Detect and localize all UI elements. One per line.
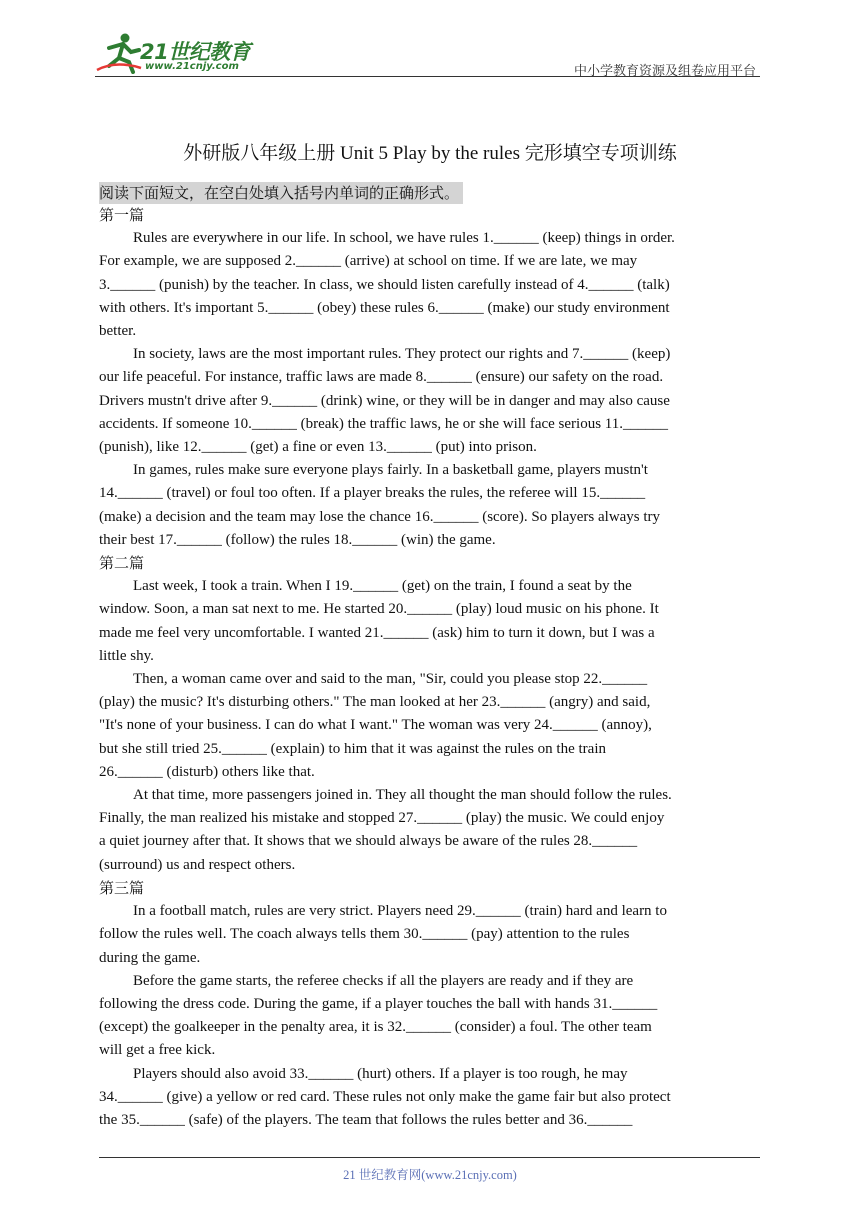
footer-divider bbox=[99, 1157, 760, 1158]
text-line: follow the rules well. The coach always tells them 30.______ (pay) attention to the rules bbox=[99, 926, 630, 943]
header-platform-text: 中小学教育资源及组卷应用平台 bbox=[573, 64, 756, 79]
paragraph bbox=[99, 343, 769, 459]
text-line: 26.______ (disturb) others like that. bbox=[99, 763, 315, 780]
text-line: In society, laws are the most important rules. They protect our rights and 7.______ (keep) bbox=[133, 346, 671, 363]
text-line: accidents. If someone 10.______ (break) the traffic laws, he or she will face serious 11.______ bbox=[99, 415, 668, 432]
paragraph bbox=[99, 1063, 769, 1133]
text-line: Then, a woman came over and said to the man, "Sir, could you please stop 22.______ bbox=[133, 671, 648, 688]
text-line: Finally, the man realized his mistake and stopped 27.______ (play) the music. We could enjoy bbox=[99, 810, 665, 827]
page-header bbox=[95, 30, 760, 79]
paragraph bbox=[99, 784, 769, 877]
text-line: "It's none of your business. I can do what I want." The woman was very 24.______ (annoy), bbox=[99, 717, 652, 734]
text-line: with others. It's important 5.______ (obey) these rules 6.______ (make) our study environment bbox=[99, 299, 670, 316]
text-line: a quiet journey after that. It shows that we should always be aware of the rules 28.______ bbox=[99, 833, 638, 850]
logo-url: www.21cnjy.com bbox=[145, 61, 239, 72]
section-heading: 第二篇 bbox=[99, 554, 145, 573]
paragraph bbox=[99, 575, 769, 668]
text-line: window. Soon, a man sat next to me. He started 20.______ (play) loud music on his phone. It bbox=[99, 601, 659, 618]
text-line: Before the game starts, the referee checks if all the players are ready and if they are bbox=[133, 972, 634, 989]
text-line: At that time, more passengers joined in. They all thought the man should follow the rules. bbox=[133, 787, 672, 804]
text-line: 34.______ (give) a yellow or red card. These rules not only make the game fair but also protect bbox=[99, 1088, 671, 1105]
text-line: (make) a decision and the team may lose the chance 16.______ (score). So players always try bbox=[99, 508, 661, 525]
paragraph bbox=[99, 900, 769, 970]
text-line: 14.______ (travel) or foul too often. If a player breaks the rules, the referee will 15.______ bbox=[99, 485, 646, 502]
text-line: better. bbox=[99, 323, 137, 340]
page-title: 外研版八年级上册 Unit 5 Play by the rules 完形填空专项训练 bbox=[183, 143, 677, 164]
text-line: but she still tried 25.______ (explain) to him that it was against the rules on the train bbox=[99, 740, 606, 757]
text-line: In games, rules make sure everyone plays fairly. In a basketball game, players mustn't bbox=[133, 462, 648, 479]
paragraph bbox=[99, 459, 769, 552]
section-heading: 第三篇 bbox=[99, 878, 145, 897]
text-line: following the dress code. During the game, if a player touches the ball with hands 31.______ bbox=[99, 995, 658, 1012]
site-logo[interactable] bbox=[95, 30, 265, 74]
text-line: the 35.______ (safe) of the players. The team that follows the rules better and 36.______ bbox=[99, 1111, 633, 1128]
text-line: during the game. bbox=[99, 949, 201, 966]
section-heading: 第一篇 bbox=[99, 206, 145, 224]
footer-text[interactable]: 21 世纪教育网(www.21cnjy.com) bbox=[343, 1168, 517, 1182]
runner-logo-icon bbox=[95, 30, 143, 74]
document-body bbox=[99, 204, 769, 1132]
text-line: (except) the goalkeeper in the penalty area, it is 32.______ (consider) a foul. The other team bbox=[99, 1019, 652, 1036]
text-line: will get a free kick. bbox=[99, 1042, 216, 1059]
text-line: Players should also avoid 33.______ (hurt) others. If a player is too rough, he may bbox=[133, 1065, 628, 1082]
text-line: little shy. bbox=[99, 647, 154, 664]
paragraph bbox=[99, 970, 769, 1063]
text-line: For example, we are supposed 2.______ (arrive) at school on time. If we are late, we may bbox=[99, 253, 638, 270]
text-line: Drivers mustn't drive after 9.______ (drink) wine, or they will be in danger and may also cause bbox=[99, 392, 670, 409]
text-line: Rules are everywhere in our life. In school, we have rules 1.______ (keep) things in order. bbox=[133, 230, 675, 247]
text-line: (punish), like 12.______ (get) a fine or even 13.______ (put) into prison. bbox=[99, 439, 537, 456]
text-line: Last week, I took a train. When I 19.______ (get) on the train, I found a seat by the bbox=[133, 578, 632, 595]
text-line: 3.______ (punish) by the teacher. In class, we should listen carefully instead of 4.______ (talk) bbox=[99, 276, 670, 293]
text-line: (surround) us and respect others. bbox=[99, 856, 296, 873]
instruction-text: 阅读下面短文，在空白处填入括号内单词的正确形式。 bbox=[99, 182, 463, 204]
text-line: made me feel very uncomfortable. I wanted 21.______ (ask) him to turn it down, but I was a bbox=[99, 624, 655, 641]
paragraph bbox=[99, 227, 769, 343]
logo-text: 21世纪教育 bbox=[140, 40, 251, 64]
text-line: our life peaceful. For instance, traffic laws are made 8.______ (ensure) our safety on the road. bbox=[99, 369, 664, 386]
text-line: their best 17.______ (follow) the rules 18.______ (win) the game. bbox=[99, 531, 496, 548]
header-divider bbox=[95, 76, 760, 77]
paragraph bbox=[99, 668, 769, 784]
text-line: In a football match, rules are very strict. Players need 29.______ (train) hard and learn to bbox=[133, 903, 667, 920]
text-line: (play) the music? It's disturbing others." The man looked at her 23.______ (angry) and said, bbox=[99, 694, 651, 711]
